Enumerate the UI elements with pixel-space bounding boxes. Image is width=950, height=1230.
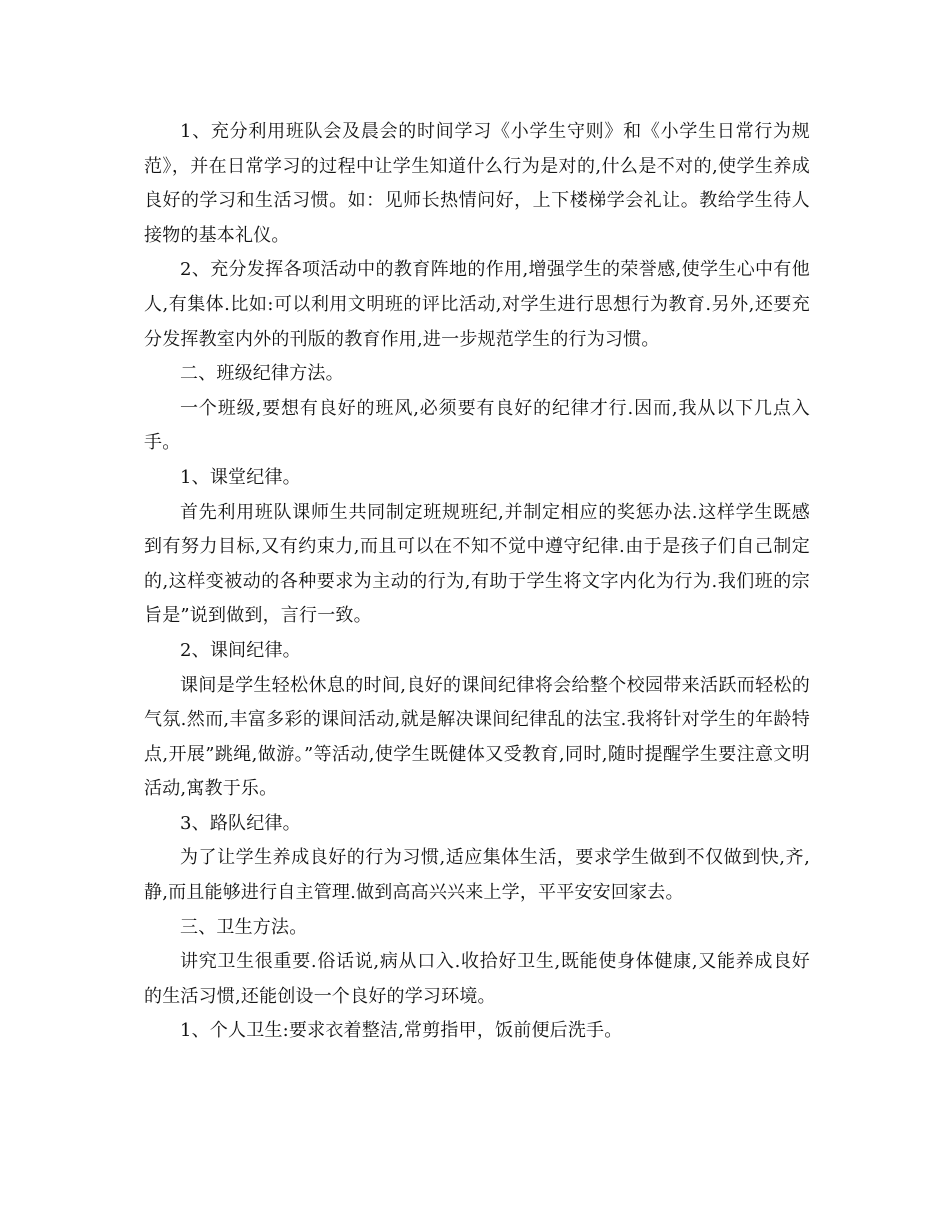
paragraph-personal-hygiene: 1、个人卫生:要求衣着整洁,常剪指甲，饭前便后洗手。 (180, 1020, 623, 1042)
paragraph-discipline-intro: 一个班级,要想有良好的班风,必须要有良好的纪律才行.因而,我从以下几点入手。 (144, 397, 810, 454)
heading-hygiene-methods: 三、卫生方法。 (180, 916, 308, 938)
document-body (144, 115, 810, 1049)
paragraph-queue-discipline: 为了让学生养成良好的行为习惯,适应集体生活，要求学生做到不仅做到快,齐,静,而且能够进行自主管理.做到高高兴兴来上学，平平安安回家去。 (144, 847, 810, 904)
subheading-break-discipline: 2、课间纪律。 (180, 639, 301, 661)
paragraph-hygiene-intro: 讲究卫生很重要.俗话说,病从口入.收拾好卫生,既能使身体健康,又能养成良好的生活习惯,还能创设一个良好的学习环境。 (144, 951, 810, 1007)
paragraph-activity-education: 2、充分发挥各项活动中的教育阵地的作用,增强学生的荣誉感,使学生心中有他人,有集体.比如:可以利用文明班的评比活动,对学生进行思想行为教育.另外,还要充分发挥教室内外的刊版的教育作用,进一步规范学生的行为习惯。 (144, 259, 810, 350)
subheading-queue-discipline: 3、路队纪律。 (180, 812, 301, 834)
heading-class-discipline: 二、班级纪律方法。 (180, 363, 344, 385)
paragraph-classroom-discipline: 首先利用班队课师生共同制定班规班纪,并制定相应的奖惩办法.这样学生既感到有努力目标,又有约束力,而且可以在不知不觉中遵守纪律.由于是孩子们自己制定的,这样变被动的各种要求为主动的行为,有助于学生将文字内化为行为.我们班的宗旨是”说到做到，言行一致。 (144, 501, 810, 627)
paragraph-break-discipline: 课间是学生轻松休息的时间,良好的课间纪律将会给整个校园带来活跃而轻松的气氛.然而,丰富多彩的课间活动,就是解决课间纪律乱的法宝.我将针对学生的年龄特点,开展”跳绳,做游。”等活动,使学生既健体又受教育,同时,随时提醒学生要注意文明活动,寓教于乐。 (144, 674, 810, 800)
paragraph-rules-study: 1、充分利用班队会及晨会的时间学习《小学生守则》和《小学生日常行为规范》，并在日常学习的过程中让学生知道什么行为是对的,什么是不对的,使学生养成良好的学习和生活习惯。如：见师长热情问好，上下楼梯学会礼让。教给学生待人接物的基本礼仪。 (144, 121, 810, 246)
subheading-classroom-discipline: 1、课堂纪律。 (180, 466, 301, 488)
